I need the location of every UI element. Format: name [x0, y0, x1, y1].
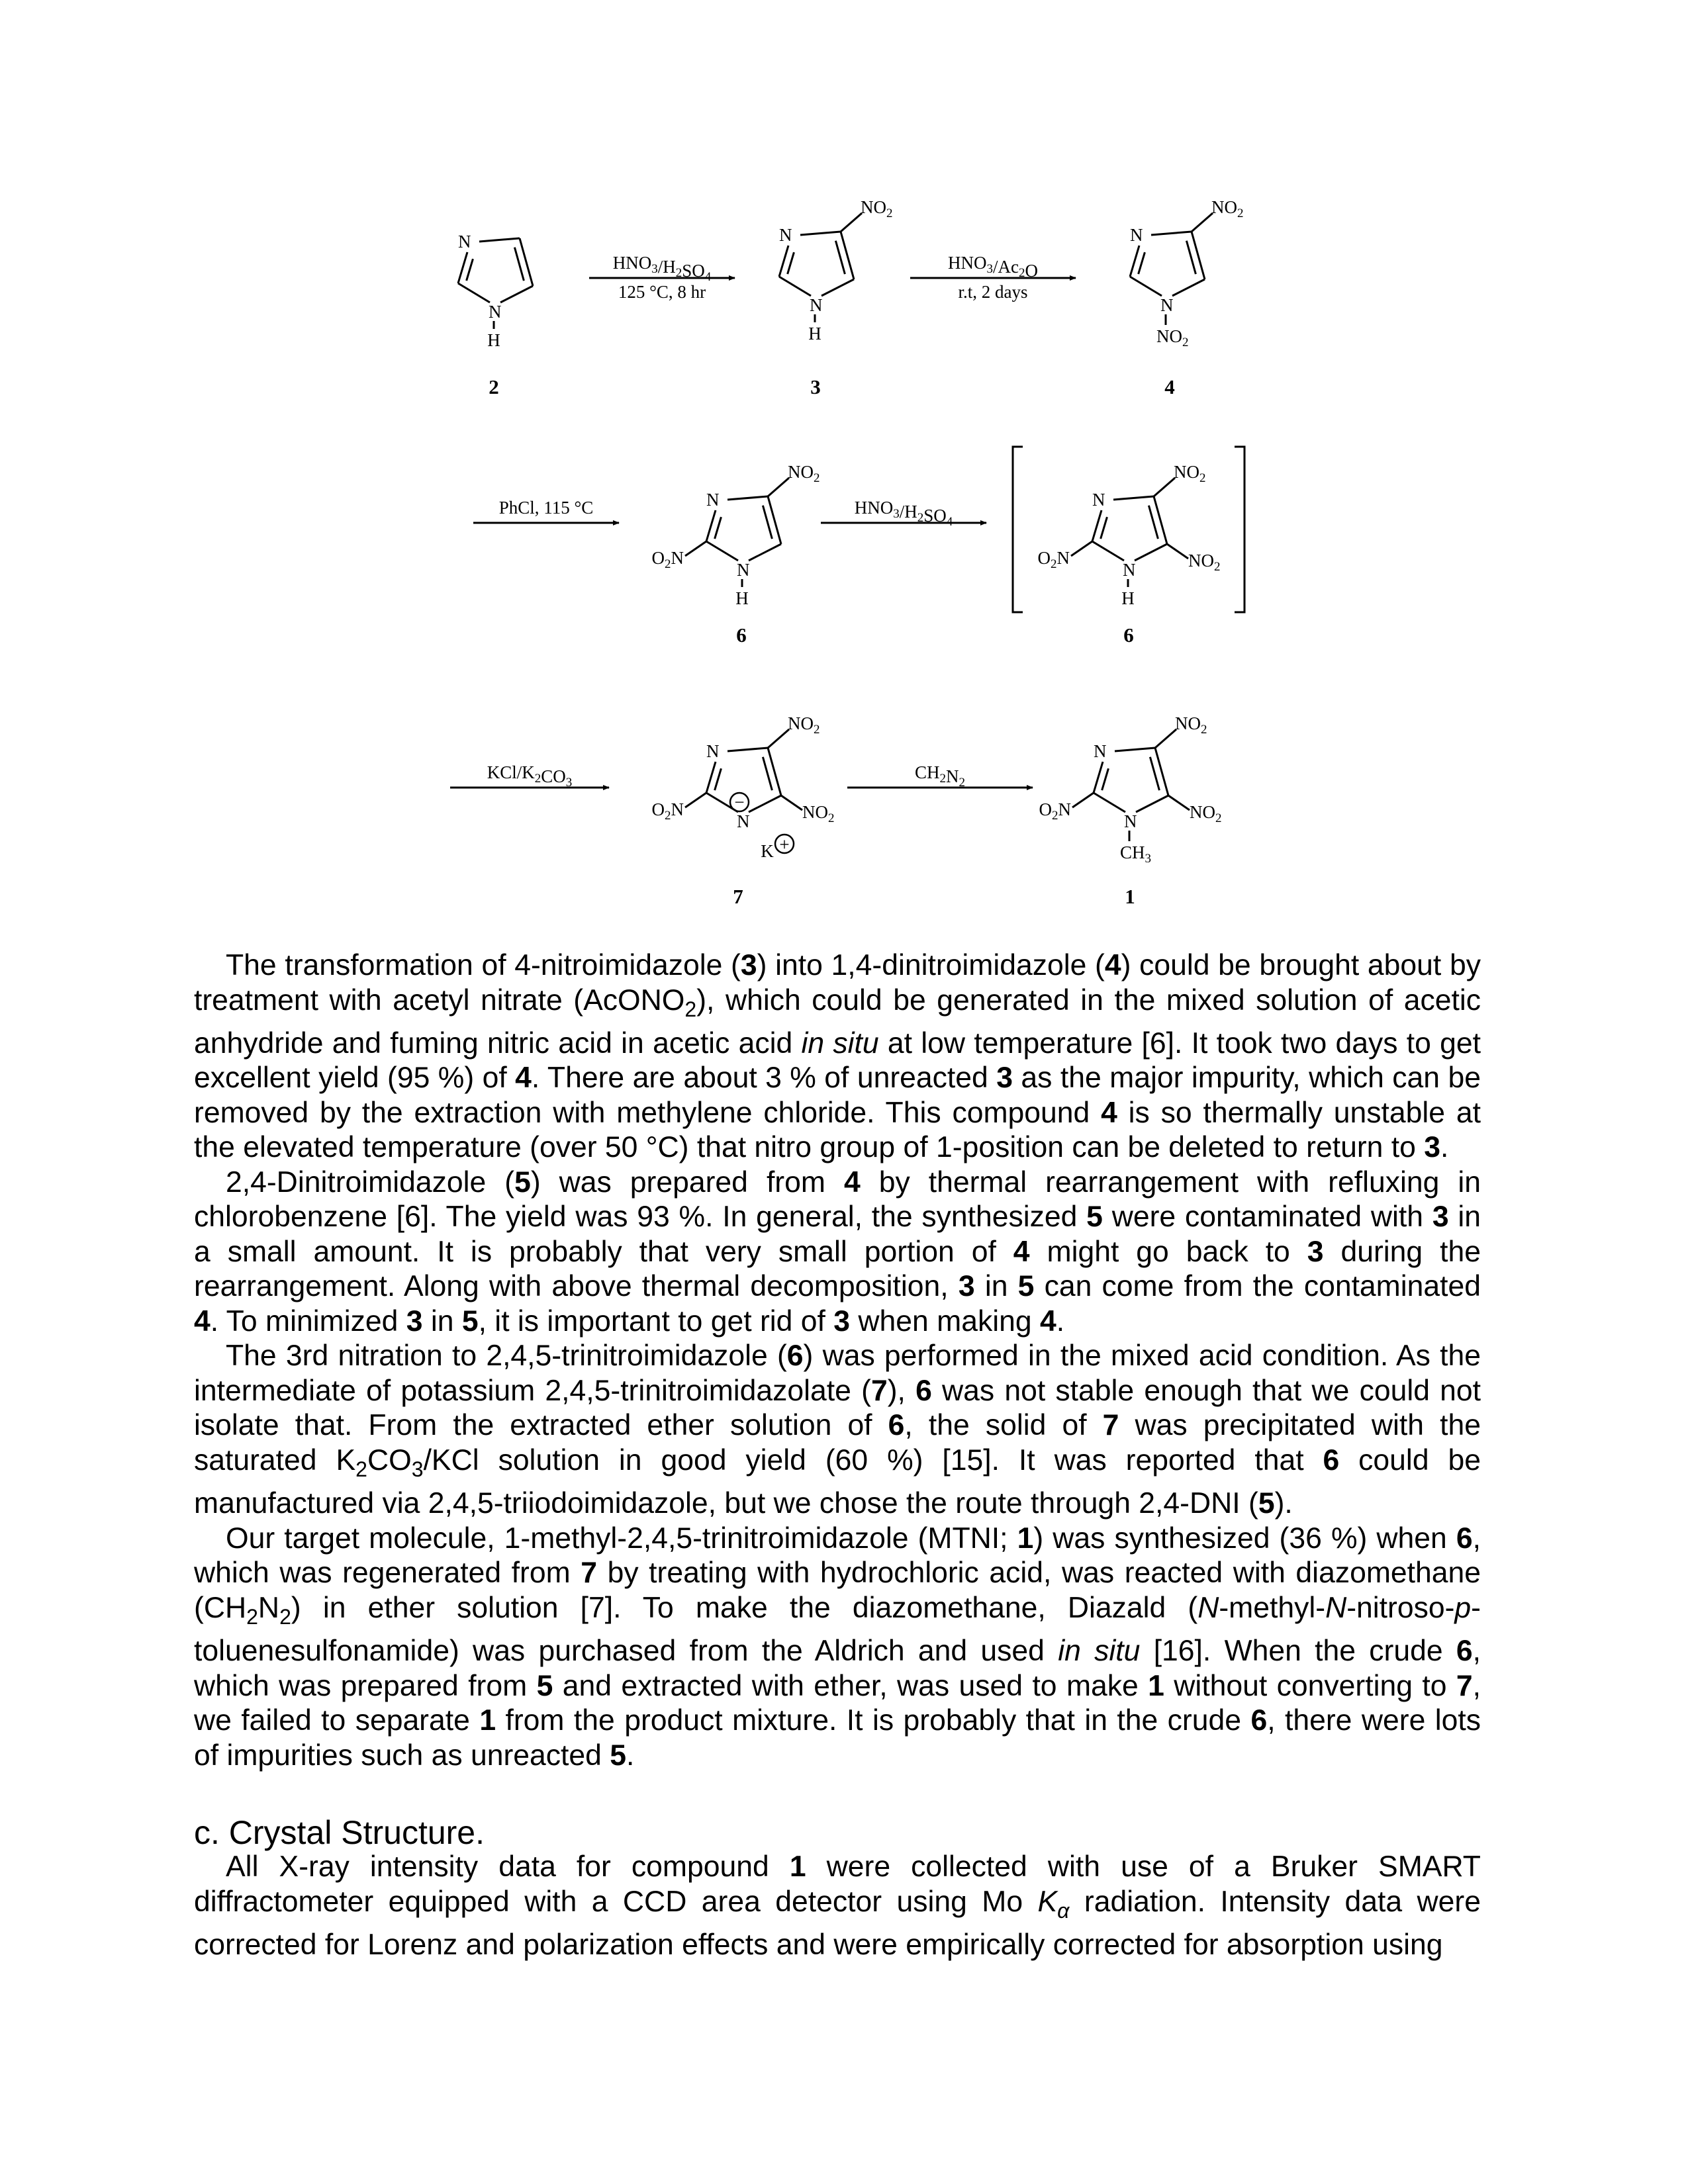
- bond: [1135, 544, 1167, 561]
- bond: [500, 286, 533, 302]
- bond: [1113, 496, 1154, 500]
- compound-number: 6: [736, 623, 747, 647]
- bond: [1092, 541, 1124, 561]
- nitro-group: $NO_2$: [1211, 197, 1244, 220]
- bond: [1151, 232, 1192, 235]
- bond: [781, 796, 802, 810]
- nitro-group: $NO_2$: [1174, 462, 1206, 485]
- section-heading: c. Crystal Structure.: [194, 1814, 485, 1851]
- bond: [1154, 496, 1167, 544]
- bond: [1167, 544, 1188, 559]
- ring-nitrogen: N: [1092, 490, 1105, 510]
- compound-number: 7: [733, 885, 743, 908]
- reaction-condition: 125 °C, 8 hr: [618, 282, 706, 302]
- bond: [1155, 729, 1176, 748]
- ring-nitrogen: N: [489, 302, 502, 322]
- ring-nitrogen: N: [1094, 741, 1107, 761]
- bond: [1192, 232, 1205, 279]
- nitro-group: $NO_2$: [788, 713, 820, 737]
- bond: [768, 729, 789, 748]
- ring-nitrogen: N: [458, 232, 471, 251]
- bond: [706, 762, 716, 793]
- hydrogen-label: H: [808, 324, 821, 343]
- bond: [749, 796, 781, 812]
- nitro-group: $NO_2$: [1175, 713, 1207, 737]
- bond: [749, 544, 781, 561]
- compound-number: 3: [810, 375, 821, 398]
- double-bond: [1139, 252, 1145, 274]
- ring-nitrogen: N: [1160, 295, 1174, 315]
- double-bond: [763, 757, 772, 790]
- ring-nitrogen: N: [1123, 560, 1136, 580]
- hydrogen-label: H: [487, 330, 500, 350]
- nitro-group: $NO_2$: [802, 802, 835, 825]
- hydrogen-label: H: [1121, 588, 1135, 608]
- bond: [1155, 748, 1168, 796]
- nitro-group: $NO_2$: [1188, 551, 1221, 574]
- double-bond: [1149, 506, 1158, 539]
- double-bond: [1102, 768, 1109, 790]
- bond: [1130, 246, 1139, 277]
- double-bond: [1150, 757, 1159, 790]
- compound-number: 4: [1164, 375, 1175, 398]
- bond: [1192, 213, 1213, 232]
- bond: [1172, 279, 1205, 296]
- bond: [520, 238, 533, 286]
- reaction-condition: r.t, 2 days: [958, 282, 1028, 302]
- bond: [706, 510, 716, 541]
- bond: [1115, 748, 1155, 751]
- reaction-condition: $HNO_3/H_2SO_4$: [854, 498, 953, 529]
- double-bond: [715, 517, 722, 539]
- nitro-group: $NO_2$: [861, 197, 893, 220]
- ring-nitrogen: N: [1124, 811, 1137, 831]
- double-bond: [715, 768, 722, 790]
- bond: [821, 279, 854, 296]
- bond: [685, 793, 706, 807]
- paragraph: Our target molecule, 1-methyl-2,4,5-trinitroimidazole (MTNI; 1) was synthesized (36 %) when 6, which was regenerated from 7 by treating with hydrochloric acid, was reacted with diazomethane $(CH_2N_2)$ in ether solution [7]. To make the diazomethane, Diazald (N-methyl-N-nitroso-p-toluenesulfonamide) was purchased from the Aldrich and used in situ [16]. When the crude 6, which was prepared from 5 and extracted with ether, was used to make 1 without converting to 7, we failed to separate 1 from the product mixture. It is probably that in the crude 6, there were lots of impurities such as unreacted 5.: [194, 1522, 1481, 1772]
- hydrogen-label: H: [735, 588, 749, 608]
- bond: [841, 213, 862, 232]
- nitro-group: $O_2N$: [651, 548, 684, 571]
- double-bond: [763, 506, 772, 539]
- paragraph: The 3rd nitration to 2,4,5-trinitroimidazole (6) was performed in the mixed acid condition. As the intermediate of potassium 2,4,5-trinitroimidazolate (7), 6 was not stable enough that we could not isolate that. From the extracted ether solution of 6, the solid of 7 was precipitated with the saturated $K_2CO_3$/KCl solution in good yield (60 %) [15]. It was reported that 6 could be manufactured via 2,4,5-triiodoimidazole, but we chose the route through 2,4-DNI (5).: [194, 1340, 1481, 1520]
- nitro-group: $NO_2$: [1190, 802, 1222, 825]
- bond: [768, 496, 781, 544]
- reaction-condition: $CH_2N_2$: [914, 762, 966, 790]
- double-bond: [514, 248, 524, 281]
- bond: [1168, 796, 1190, 810]
- bond: [458, 252, 467, 283]
- bond: [779, 246, 788, 277]
- reaction-condition: KCl/$K_2CO_3$: [487, 762, 573, 790]
- ring-nitrogen: N: [706, 741, 720, 761]
- compound-number: 2: [489, 375, 499, 398]
- nitro-group: $O_2N$: [1039, 799, 1071, 823]
- bond: [685, 541, 706, 556]
- bond: [768, 478, 789, 496]
- nitro-group: $NO_2$: [1156, 326, 1189, 349]
- compound-number: 1: [1125, 885, 1135, 908]
- bond: [1154, 478, 1175, 496]
- bond: [1092, 510, 1102, 541]
- double-bond: [788, 252, 794, 274]
- bond: [479, 238, 520, 242]
- double-bond: [1101, 517, 1107, 539]
- double-bond: [1186, 241, 1196, 274]
- reaction-condition: $HNO_3/Ac_2O$: [948, 253, 1038, 281]
- nitro-group: $NO_2$: [788, 462, 820, 485]
- body-text: [194, 948, 1481, 1773]
- ring-nitrogen: N: [737, 811, 750, 831]
- bond: [800, 232, 841, 235]
- double-bond: [835, 241, 845, 274]
- paragraph: 2,4-Dinitroimidazole (5) was prepared from 4 by thermal rearrangement with refluxing in chlorobenzene [6]. The yield was 93 %. In general, the synthesized 5 were contaminated with 3 in a small amount. It is probably that very small portion of 4 might go back to 3 during the rearrangement. Along with above thermal decomposition, 3 in 5 can come from the contaminated 4. To minimized 3 in 5, it is important to get rid of 3 when making 4.: [194, 1165, 1481, 1338]
- bond: [727, 748, 768, 751]
- bond: [458, 283, 490, 302]
- bond: [1072, 793, 1094, 807]
- ring-nitrogen: N: [810, 295, 823, 315]
- section-text: [194, 1850, 1481, 1962]
- right-bracket: [1235, 447, 1244, 612]
- ring-nitrogen: N: [779, 225, 792, 245]
- reaction-scheme: [0, 0, 1688, 927]
- ring-nitrogen: N: [706, 490, 720, 510]
- reaction-condition: PhCl, 115 °C: [498, 498, 594, 518]
- bond: [1094, 793, 1125, 812]
- paragraph: The transformation of 4-nitroimidazole (3) into 1,4-dinitroimidazole (4) could be brought about by treatment with acetyl nitrate (AcONO$_2$), which could be generated in the mixed solution of acetic anhydride and fuming nitric acid in acetic acid in situ at low temperature [6]. It took two days to get excellent yield (95 %) of 4. There are about 3 % of unreacted 3 as the major impurity, which can be removed by the extraction with methylene chloride. This compound 4 is so thermally unstable at the elevated temperature (over 50 °C) that nitro group of 1-position can be deleted to return to 3.: [194, 949, 1481, 1164]
- double-bond: [467, 259, 473, 281]
- bond: [768, 748, 781, 796]
- compound-number: 6: [1123, 623, 1134, 647]
- bond: [727, 496, 768, 500]
- bond: [1130, 277, 1162, 296]
- left-bracket: [1013, 447, 1023, 612]
- paragraph: All X-ray intensity data for compound 1 were collected with use of a Bruker SMART diffractometer equipped with a CCD area detector using Mo $K_\alpha$ radiation. Intensity data were corrected for Lorenz and polarization effects and were empirically corrected for absorption using: [194, 1850, 1481, 1961]
- bond: [706, 541, 738, 561]
- ring-nitrogen: N: [1130, 225, 1143, 245]
- bond: [1094, 762, 1103, 793]
- bond: [779, 277, 811, 296]
- nitro-group: $O_2N$: [651, 799, 684, 823]
- bond: [841, 232, 854, 279]
- plus-sign: +: [779, 835, 790, 854]
- potassium-label: K: [761, 841, 774, 861]
- bond: [1071, 541, 1092, 556]
- minus-sign: −: [734, 792, 745, 812]
- reaction-condition: $HNO_3/H_2SO_4$: [612, 253, 712, 284]
- nitro-group: $O_2N$: [1037, 548, 1070, 571]
- bond: [1136, 796, 1168, 812]
- ring-nitrogen: N: [737, 560, 750, 580]
- methyl-group: $CH_3$: [1120, 842, 1152, 866]
